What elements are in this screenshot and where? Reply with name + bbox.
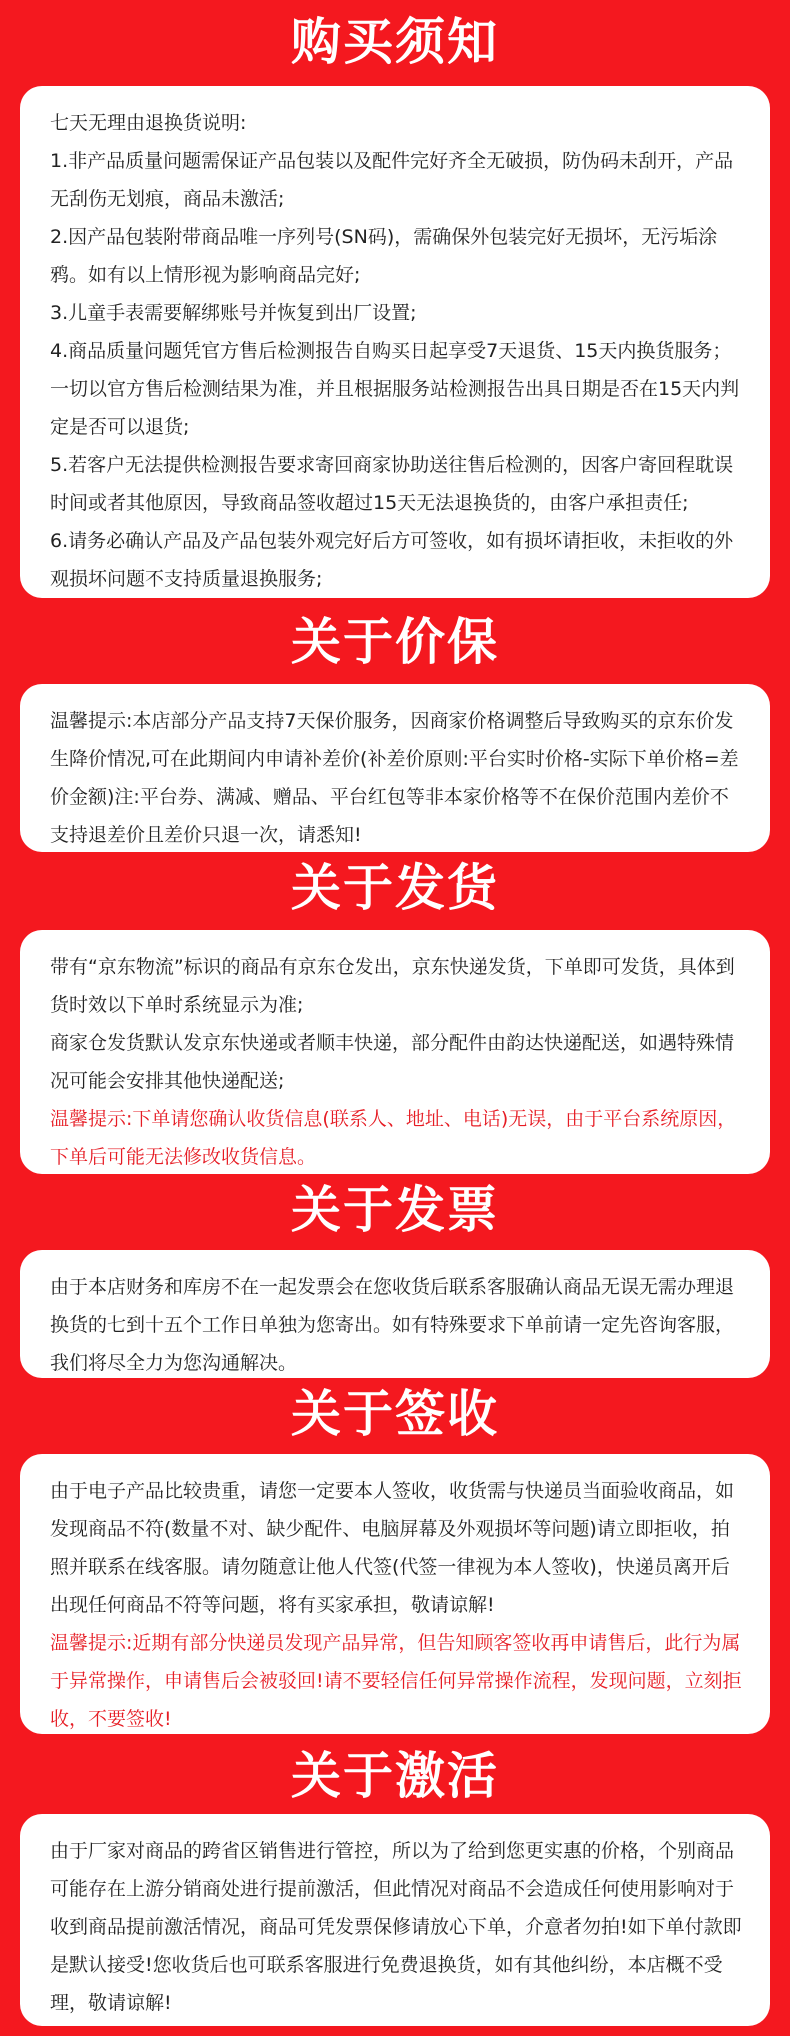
section-title-purchase-notice: 购买须知 [291, 13, 499, 71]
section-title-activation: 关于激活 [291, 1747, 499, 1805]
paragraph: 1.非产品质量问题需保证产品包装以及配件完好齐全无破损，防伪码未刮开，产品无刮伤无划痕，商品未激活; [50, 150, 734, 210]
section-title-shipping: 关于发货 [291, 859, 499, 917]
warning-paragraph: 温馨提示:近期有部分快递员发现产品异常，但告知顾客签收再申请售后，此行为属于异常操作，申请售后会被驳回!请不要轻信任何异常操作流程，发现问题，立刻拒收，不要签收! [50, 1632, 742, 1730]
paragraph: 2.因产品包装附带商品唯一序列号(SN码)，需确保外包装完好无损坏，无污垢涂鸦。如有以上情形视为影响商品完好; [50, 226, 718, 286]
paragraph: 6.请务必确认产品及产品包装外观完好后方可签收，如有损坏请拒收，未拒收的外观损坏问题不支持质量退换服务; [50, 530, 734, 590]
paragraph: 带有“京东物流”标识的商品有京东仓发出，京东快递发货，下单即可发货，具体到货时效以下单时系统显示为准; [50, 956, 735, 1016]
paragraph: 七天无理由退换货说明: [50, 112, 247, 134]
section-title-invoice: 关于发票 [291, 1181, 499, 1239]
paragraph: 商家仓发货默认发京东快递或者顺丰快递，部分配件由韵达快递配送，如遇特殊情况可能会安排其他快递配送; [50, 1032, 735, 1092]
section-title-sign-for: 关于签收 [291, 1385, 499, 1443]
paragraph: 由于厂家对商品的跨省区销售进行管控，所以为了给到您更实惠的价格，个别商品可能存在上游分销商处进行提前激活，但此情况对商品不会造成任何使用影响对于收到商品提前激活情况，商品可凭发票保修请放心下单，介意者勿拍!如下单付款即是默认接受!您收货后也可联系客服进行免费退换货，如有其他纠纷，本店概不受理，敬请谅解! [50, 1840, 742, 2014]
paragraph: 5.若客户无法提供检测报告要求寄回商家协助送往售后检测的，因客户寄回程耽误时间或者其他原因，导致商品签收超过15天无法退换货的，由客户承担责任; [50, 454, 734, 514]
card-sign-for [20, 1454, 770, 1734]
section-title-price-protection: 关于价保 [291, 613, 499, 671]
paragraph: 4.商品质量问题凭官方售后检测报告自购买日起享受7天退货、15天内换货服务；一切以官方售后检测结果为准，并且根据服务站检测报告出具日期是否在15天内判定是否可以退货; [50, 340, 740, 438]
paragraph: 温馨提示:本店部分产品支持7天保价服务，因商家价格调整后导致购买的京东价发生降价情况,可在此期间内申请补差价(补差价原则:平台实时价格-实际下单价格=差价金额)注:平台券、满减、赠品、平台红包等非本家价格等不在保价范围内差价不支持退差价且差价只退一次，请悉知! [50, 710, 739, 846]
paragraph: 由于电子产品比较贵重，请您一定要本人签收，收货需与快递员当面验收商品，如发现商品不符(数量不对、缺少配件、电脑屏幕及外观损坏等问题)请立即拒收，拍照并联系在线客服。请勿随意让他人代签(代签一律视为本人签收)，快递员离开后出现任何商品不符等问题，将有买家承担，敬请谅解! [50, 1480, 735, 1616]
warning-paragraph: 温馨提示:下单请您确认收货信息(联系人、地址、电话)无误，由于平台系统原因，下单后可能无法修改收货信息。 [50, 1108, 737, 1168]
card-invoice [20, 1250, 770, 1378]
paragraph: 由于本店财务和库房不在一起发票会在您收货后联系客服确认商品无误无需办理退换货的七到十五个工作日单独为您寄出。如有特殊要求下单前请一定先咨询客服，我们将尽全力为您沟通解决。 [50, 1276, 735, 1374]
card-price-protection [20, 684, 770, 852]
card-activation [20, 1814, 770, 2026]
card-purchase-notice [20, 86, 770, 598]
paragraph: 3.儿童手表需要解绑账号并恢复到出厂设置; [50, 302, 417, 324]
card-shipping [20, 930, 770, 1174]
